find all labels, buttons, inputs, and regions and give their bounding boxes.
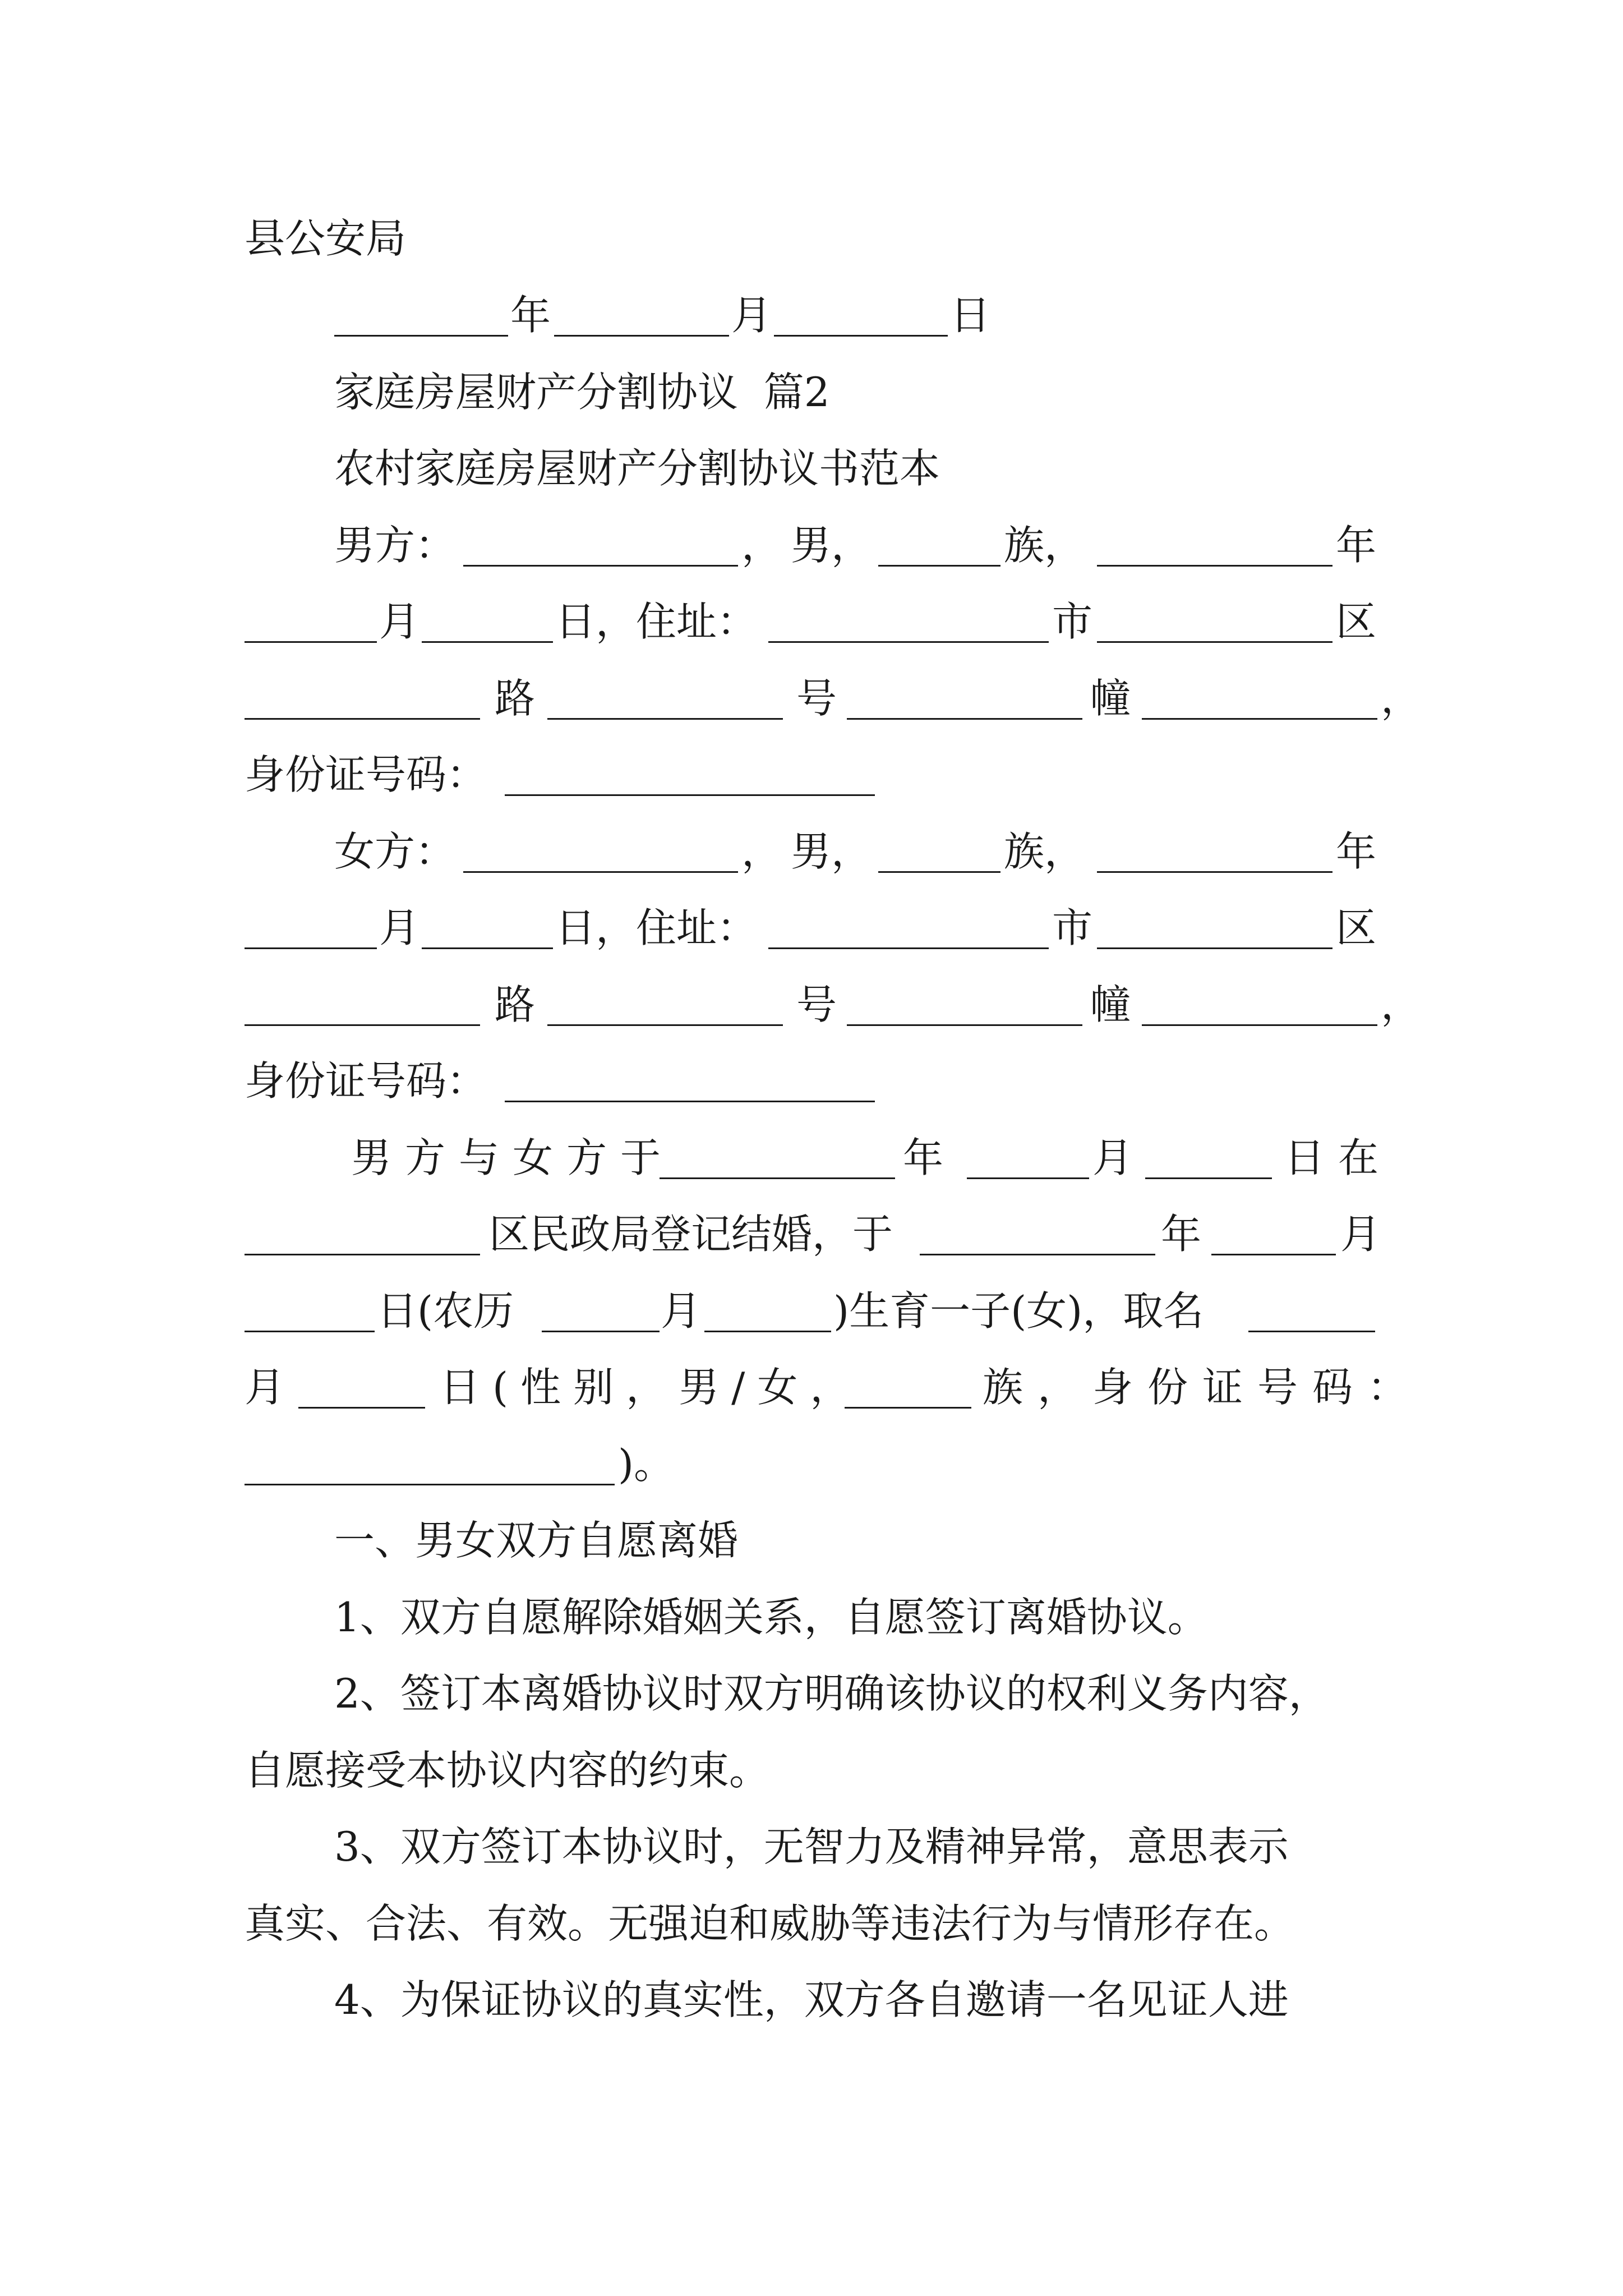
- marriage-line-3: [0, 1274, 1623, 1347]
- article-item-3b-text: 真实、合法、有效。无强迫和威胁等违法行为与情形存在。: [245, 1900, 1295, 1947]
- male-month-label: 月: [379, 598, 420, 645]
- male-district-blank: [1097, 641, 1332, 643]
- male-ethnicity-blank: [878, 565, 1000, 567]
- birth-month-label: 月: [1340, 1211, 1381, 1258]
- female-label: 女方：: [334, 828, 456, 875]
- male-gender: 男，: [791, 522, 872, 569]
- registry-office-text: 区民政局登记结婚，于: [489, 1211, 893, 1258]
- day-blank: [774, 335, 948, 337]
- marriage-day-label: 日在: [1284, 1134, 1393, 1181]
- female-building-blank: [847, 1024, 1082, 1026]
- male-ethnicity-label: 族，: [1004, 522, 1085, 569]
- female-ethnicity-blank: [878, 871, 1000, 873]
- female-ethnicity-label: 族，: [1004, 828, 1085, 875]
- article-item-4a-text: 4、为保证协议的真实性，双方各自邀请一名见证人进: [334, 1976, 1289, 2023]
- male-line-1: [0, 509, 1623, 582]
- registry-district-blank: [245, 1254, 480, 1255]
- month-blank: [554, 335, 729, 337]
- lunar-month-blank: [542, 1331, 660, 1332]
- female-number-label: 号: [796, 981, 837, 1028]
- child-month-label: 月: [245, 1364, 285, 1411]
- marriage-prefix: 男方与女方于: [351, 1134, 675, 1181]
- male-building-label: 幢: [1090, 675, 1131, 722]
- female-gender: 男，: [791, 828, 872, 875]
- article-item-2a: [0, 1657, 1623, 1730]
- doc-title: 农村家庭房屋财产分割协议书范本: [334, 445, 940, 492]
- female-address-label: 日，住址：: [555, 904, 758, 951]
- child-name-blank: [1248, 1331, 1375, 1332]
- female-id-line: [0, 1045, 1623, 1117]
- article-item-1: [0, 1581, 1623, 1654]
- male-number-label: 号: [796, 675, 837, 722]
- female-district-blank: [1097, 947, 1332, 949]
- male-address-label: 日，住址：: [555, 598, 758, 645]
- female-month-label: 月: [379, 904, 420, 951]
- child-ethnicity-blank: [845, 1407, 971, 1409]
- marriage-day-blank: [1145, 1177, 1272, 1179]
- child-gender-text: 日(性别，男/女，: [440, 1364, 863, 1411]
- date-line: [0, 279, 1623, 352]
- female-id-blank: [505, 1101, 875, 1102]
- female-city-blank: [768, 947, 1049, 949]
- female-birth-month-blank: [245, 947, 377, 949]
- year-label: 年: [510, 292, 551, 339]
- female-comma-end: ，: [1381, 981, 1422, 1028]
- marriage-line-2: [0, 1198, 1623, 1271]
- article-item-3b: [0, 1887, 1623, 1960]
- child-day-blank: [298, 1407, 425, 1409]
- male-line-2: [0, 585, 1623, 658]
- male-birth-month-blank: [245, 641, 377, 643]
- male-district-label: 区: [1336, 598, 1377, 645]
- lunar-day-blank: [704, 1331, 831, 1332]
- male-room-blank: [1142, 718, 1377, 720]
- male-city-blank: [768, 641, 1049, 643]
- doc-title-line: [0, 432, 1623, 505]
- article-item-2a-text: 2、签订本离婚协议时双方明确该协议的权利义务内容，: [334, 1670, 1329, 1717]
- birth-month-blank: [1211, 1254, 1336, 1255]
- male-road-label: 路: [495, 675, 536, 722]
- month-label: 月: [731, 292, 772, 339]
- article-item-1-text: 1、双方自愿解除婚姻关系，自愿签订离婚协议。: [334, 1594, 1208, 1641]
- day-label: 日: [950, 292, 991, 339]
- female-road-blank: [245, 1024, 480, 1026]
- female-birth-day-blank: [422, 947, 553, 949]
- marriage-line-1: [0, 1121, 1623, 1194]
- male-year-label: 年: [1336, 522, 1377, 569]
- female-line-1: [0, 815, 1623, 888]
- male-id-label: 身份证号码：: [245, 751, 487, 798]
- male-line-3: [0, 662, 1623, 735]
- article-heading-line: [0, 1504, 1623, 1577]
- female-room-blank: [1142, 1024, 1377, 1026]
- year-blank: [334, 335, 508, 337]
- child-birth-text: )生育一子(女)，取名: [833, 1287, 1204, 1335]
- article-item-2b: [0, 1734, 1623, 1807]
- marriage-year-label: 年: [903, 1134, 944, 1181]
- male-number-blank: [547, 718, 783, 720]
- lunar-label: 日(农历: [377, 1287, 514, 1335]
- marriage-month-blank: [967, 1177, 1089, 1179]
- female-number-blank: [547, 1024, 783, 1026]
- marriage-month-label: 月: [1092, 1134, 1133, 1181]
- male-id-blank: [505, 794, 875, 796]
- article-heading: 一、男女双方自愿离婚: [334, 1517, 739, 1564]
- male-city-label: 市: [1052, 598, 1093, 645]
- female-name-blank: [463, 871, 738, 873]
- marriage-year-blank: [660, 1177, 895, 1179]
- authority-line: [0, 202, 1623, 275]
- marriage-end: )。: [618, 1441, 675, 1488]
- article-item-3a-text: 3、双方签订本协议时，无智力及精神异常，意思表示: [334, 1823, 1289, 1870]
- lunar-month-label: 月: [661, 1287, 702, 1335]
- female-id-label: 身份证号码：: [245, 1057, 487, 1105]
- authority-name: 县公安局: [245, 215, 407, 262]
- section-title-line: [0, 356, 1623, 429]
- male-id-line: [0, 738, 1623, 811]
- birth-day-blank: [245, 1331, 375, 1332]
- article-item-2b-text: 自愿接受本协议内容的约束。: [245, 1747, 770, 1794]
- male-birth-year-blank: [1097, 565, 1332, 567]
- birth-year-blank: [920, 1254, 1155, 1255]
- male-comma: ，: [741, 522, 782, 569]
- child-id-blank: [245, 1484, 615, 1485]
- male-road-blank: [245, 718, 480, 720]
- female-road-label: 路: [495, 981, 536, 1028]
- female-city-label: 市: [1052, 904, 1093, 951]
- male-label: 男方：: [334, 522, 456, 569]
- male-comma-end: ，: [1381, 675, 1422, 722]
- article-item-3a: [0, 1810, 1623, 1883]
- male-building-blank: [847, 718, 1082, 720]
- female-comma: ，: [741, 828, 782, 875]
- male-name-blank: [463, 565, 738, 567]
- article-item-4a: [0, 1963, 1623, 2036]
- female-year-label: 年: [1336, 828, 1377, 875]
- female-building-label: 幢: [1090, 981, 1131, 1028]
- female-birth-year-blank: [1097, 871, 1332, 873]
- marriage-line-4: [0, 1351, 1623, 1424]
- marriage-line-5: [0, 1428, 1623, 1501]
- female-line-2: [0, 891, 1623, 964]
- birth-year-label: 年: [1161, 1211, 1202, 1258]
- female-district-label: 区: [1336, 904, 1377, 951]
- section-title: 家庭房屋财产分割协议 篇2: [334, 369, 830, 416]
- female-line-3: [0, 968, 1623, 1041]
- child-id-label: 族，身份证号码：: [983, 1364, 1423, 1411]
- male-birth-day-blank: [422, 641, 553, 643]
